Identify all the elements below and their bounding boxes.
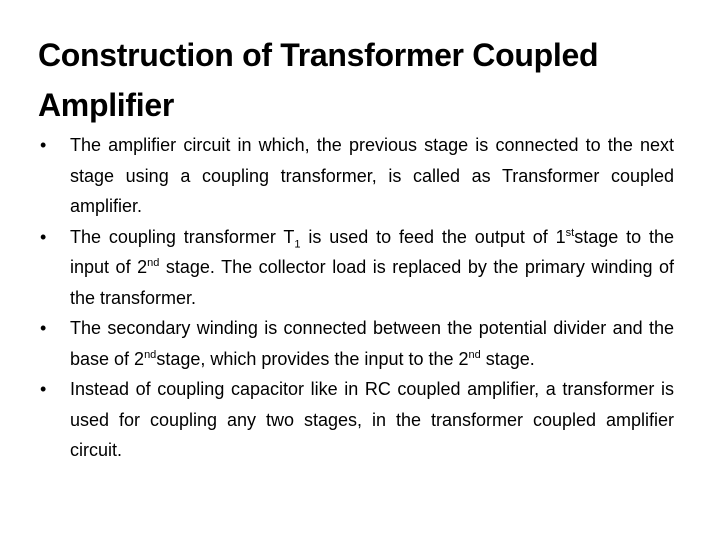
- subscript-text: 1: [294, 238, 301, 251]
- bullet-item-3: [40, 313, 674, 374]
- bullet-text: The amplifier circuit in which, the previous stage is connected to the next stage using a coupling transformer, is called as Transformer coupled amplifier.: [70, 135, 674, 216]
- bullet-text-part: The coupling transformer T: [70, 226, 295, 247]
- bullet-dot-icon: •: [40, 135, 47, 155]
- bullet-item-1: [40, 130, 674, 222]
- superscript-text: st: [565, 226, 575, 239]
- bullet-text-part: is used to feed the output of 1: [300, 226, 566, 247]
- slide-title: Construction of Transformer Coupled Amplifier: [38, 37, 599, 123]
- superscript-text: nd: [468, 348, 481, 361]
- bullet-text-part: stage.: [480, 348, 535, 369]
- bullet-text: Instead of coupling capacitor like in RC coupled amplifier, a transformer is used for coupling any two stages, in the transformer coupled amplifier circuit.: [70, 379, 674, 460]
- bullet-text-part: stage to the input of 2: [70, 226, 674, 277]
- superscript-text: nd: [144, 348, 157, 361]
- superscript-text: nd: [147, 257, 160, 269]
- bullet-dot-icon: •: [40, 318, 47, 338]
- bullet-dot-icon: •: [40, 226, 47, 247]
- bullet-text-part: stage. The collector load is replaced by the primary winding of the transformer.: [70, 257, 674, 308]
- bullet-text-part: The secondary winding is connected between the potential divider and the base of 2: [70, 318, 674, 369]
- bullet-text-part: stage, which provides the input to the 2: [156, 348, 469, 369]
- bullet-dot-icon: •: [40, 379, 47, 399]
- bullet-list: [40, 130, 674, 466]
- bullet-item-2: [40, 222, 674, 314]
- bullet-item-4: [40, 374, 674, 466]
